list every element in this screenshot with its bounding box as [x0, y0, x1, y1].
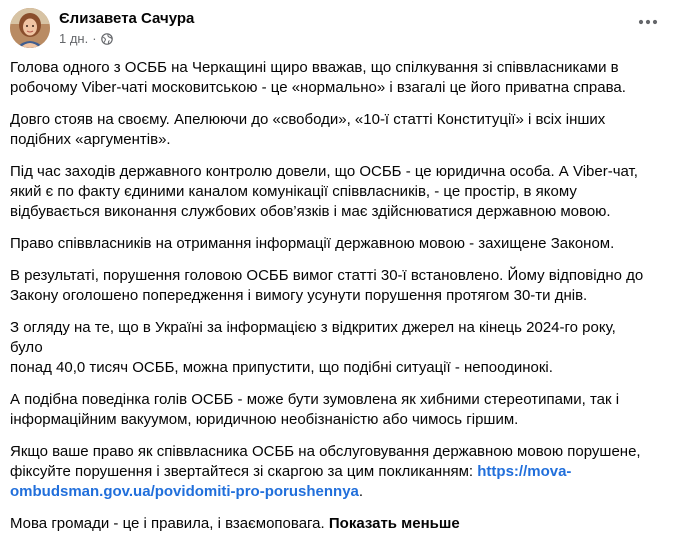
globe-icon[interactable]: [101, 33, 113, 45]
post-timestamp[interactable]: 1 дн.: [59, 31, 89, 46]
meta-separator: ·: [92, 31, 97, 46]
author-name[interactable]: Єлизавета Сачура: [59, 10, 195, 27]
post-body: [10, 58, 650, 546]
post-paragraph: Довго стояв на своєму. Апелюючи до «свободи», «10-ї статті Конституції» і всіх інших подібних «аргументів».: [10, 111, 606, 148]
author-avatar[interactable]: [10, 8, 50, 48]
more-options-button[interactable]: [636, 12, 660, 32]
post-paragraph: Право співвласників на отримання інформації державною мовою - захищене Законом.: [10, 235, 615, 252]
avatar-photo-icon: [10, 8, 50, 48]
post-paragraph: А подібна поведінка голів ОСББ - може бути зумовлена як хибними стереотипами, так і інформаційним вакуумом, юридичною необізнаністю або чимось гіршим.: [10, 391, 620, 428]
post-paragraph: В результаті, порушення головою ОСББ вимог статті 30-ї встановлено. Йому відповідно до Закону оголошено попередження і вимогу усунути порушення протягом 30-ти днів.: [10, 267, 644, 304]
header-text: [59, 9, 194, 47]
more-horizontal-icon: [638, 19, 658, 25]
closing-paragraph: [10, 514, 650, 534]
post-paragraph: З огляду на те, що в Україні за інформацією з відкритих джерел на кінець 2024-го року, було понад 40,0 тисяч ОСББ, можна припустити, що подібні ситуації - непоодинокі.: [10, 319, 616, 376]
cta-text: Якщо ваше право як співвласника ОСББ на обслуговування державною мовою порушене, фіксуйте порушення і звертайтеся зі скаргою за цим покликанням:: [10, 443, 641, 480]
post-header: [10, 8, 194, 48]
see-less-button[interactable]: Показать меньше: [328, 515, 460, 532]
cta-end: .: [358, 483, 364, 500]
cta-paragraph: [10, 442, 650, 502]
complaint-link-part1[interactable]: https://mova-: [477, 463, 572, 480]
post-paragraph: Голова одного з ОСББ на Черкащині щиро вважав, що спілкування зі співвласниками в робочому Viber-чаті московитською - це «нормально» і взагалі це його приватна справа.: [10, 59, 626, 96]
post-meta: [59, 31, 194, 47]
post-paragraph: Під час заходів державного контролю довели, що ОСББ - це юридична особа. А Viber-чат, який є по факту єдиними каналом комунікації співвласників, - це простір, в якому відбувається виконання службових обов’язків і має здійснюватися державною мовою.: [10, 163, 638, 220]
complaint-link-part2[interactable]: ombudsman.gov.ua/povidomiti-pro-porushennya: [10, 483, 359, 500]
closing-text: Мова громади - це і правила, і взаємоповага.: [10, 515, 329, 532]
